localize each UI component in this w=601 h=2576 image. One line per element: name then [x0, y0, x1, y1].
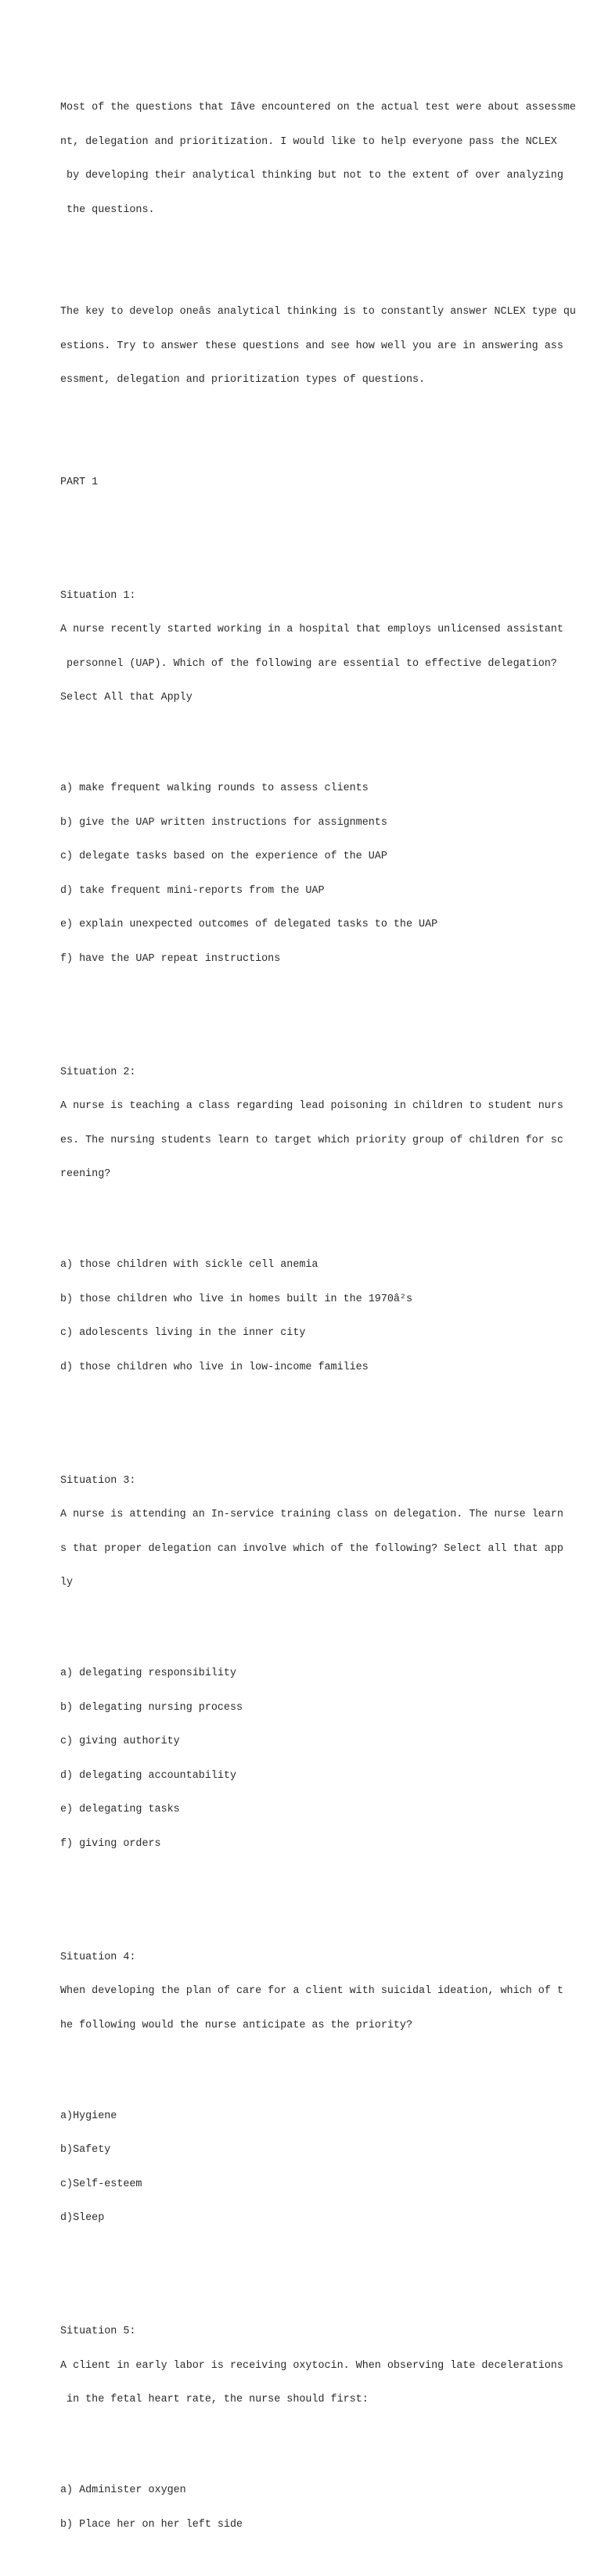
question-line: When developing the plan of care for a client with suicidal ideation, which of t — [60, 1985, 563, 1997]
key-line: estions. Try to answer these questions and see how well you are in answering ass — [60, 340, 563, 352]
intro-line: nt, delegation and prioritization. I would like to help everyone pass the NCLEX — [60, 135, 557, 148]
answer-option: c) adolescents living in the inner city — [60, 1327, 306, 1339]
answer-option: a) make frequent walking rounds to assess clients — [60, 783, 369, 794]
question-line: A nurse recently started working in a hospital that employs unlicensed assistant — [60, 624, 563, 635]
situation-heading: Situation 5: — [60, 2326, 136, 2337]
answer-option: b)Safety — [60, 2144, 111, 2156]
situation-4-options — [60, 2089, 585, 2247]
situation-heading: Situation 4: — [60, 1951, 136, 1963]
answer-option: a)Hygiene — [60, 2110, 117, 2122]
situation-heading: Situation 3: — [60, 1474, 136, 1487]
answer-option: a) delegating responsibility — [60, 1668, 236, 1679]
situation-heading: Situation 2: — [60, 1066, 136, 1078]
answer-option: d)Sleep — [60, 2212, 105, 2224]
intro-paragraph — [60, 80, 585, 239]
intro-line: the questions. — [60, 203, 155, 216]
answer-option: c) delegate tasks based on the experience of the UAP — [60, 851, 387, 862]
question-line: he following would the nurse anticipate as the priority? — [60, 2019, 412, 2031]
document-page — [60, 57, 585, 2576]
answer-option: d) take frequent mini-reports from the UAP — [60, 884, 325, 897]
answer-option: e) explain unexpected outcomes of delegated tasks to the UAP — [60, 919, 438, 930]
question-line: personnel (UAP). Which of the following are essential to effective delegation? — [60, 657, 557, 670]
question-line: A client in early labor is receiving oxytocin. When observing late decelerations — [60, 2359, 563, 2372]
intro-line: by developing their analytical thinking but not to the extent of over analyzing — [60, 170, 563, 182]
answer-option: a) Administer oxygen — [60, 2484, 186, 2496]
answer-option: f) have the UAP repeat instructions — [60, 952, 281, 965]
answer-option: e) delegating tasks — [60, 1804, 180, 1815]
situation-5-options — [60, 2463, 585, 2553]
answer-option: c) giving authority — [60, 1736, 180, 1747]
situation-1-question-block — [60, 568, 585, 727]
question-line: es. The nursing students learn to target which priority group of children for sc — [60, 1134, 563, 1146]
situation-4-question-block — [60, 1930, 585, 2055]
situation-3-options — [60, 1646, 585, 1873]
question-line: s that proper delegation can involve which of the following? Select all that app — [60, 1542, 563, 1555]
situation-2-options — [60, 1237, 585, 1396]
answer-option: a) those children with sickle cell anemia — [60, 1259, 318, 1271]
situation-heading: Situation 1: — [60, 589, 136, 602]
part-heading-block — [60, 455, 585, 512]
key-line: The key to develop oneâs analytical thinking is to constantly answer NCLEX type qu — [60, 306, 576, 318]
question-line: A nurse is attending an In-service training class on delegation. The nurse learn — [60, 1509, 563, 1520]
key-line: essment, delegation and prioritization types of questions. — [60, 374, 426, 386]
answer-option: b) give the UAP written instructions for assignments — [60, 816, 387, 829]
part-heading: PART 1 — [60, 476, 99, 488]
answer-option: b) Place her on her left side — [60, 2518, 243, 2531]
answer-option: d) delegating accountability — [60, 1769, 236, 1782]
intro-line: Most of the questions that Iâve encountered on the actual test were about assessme — [60, 102, 576, 113]
situation-1-options — [60, 761, 585, 988]
situation-2-question-block — [60, 1045, 585, 1203]
answer-option: f) giving orders — [60, 1837, 161, 1850]
question-line: Select All that Apply — [60, 692, 193, 703]
situation-3-question-block — [60, 1453, 585, 1612]
question-line: A nurse is teaching a class regarding lead poisoning in children to student nurs — [60, 1100, 563, 1112]
answer-option: b) delegating nursing process — [60, 1701, 243, 1714]
situation-5-question-block — [60, 2304, 585, 2429]
key-paragraph — [60, 284, 585, 409]
answer-option: b) those children who live in homes built in the 1970â²s — [60, 1293, 412, 1305]
question-line: reening? — [60, 1168, 111, 1180]
question-line: ly — [60, 1577, 74, 1588]
answer-option: d) those children who live in low-income families — [60, 1361, 369, 1373]
question-line: in the fetal heart rate, the nurse should first: — [60, 2394, 369, 2405]
answer-option: c)Self-esteem — [60, 2178, 142, 2190]
